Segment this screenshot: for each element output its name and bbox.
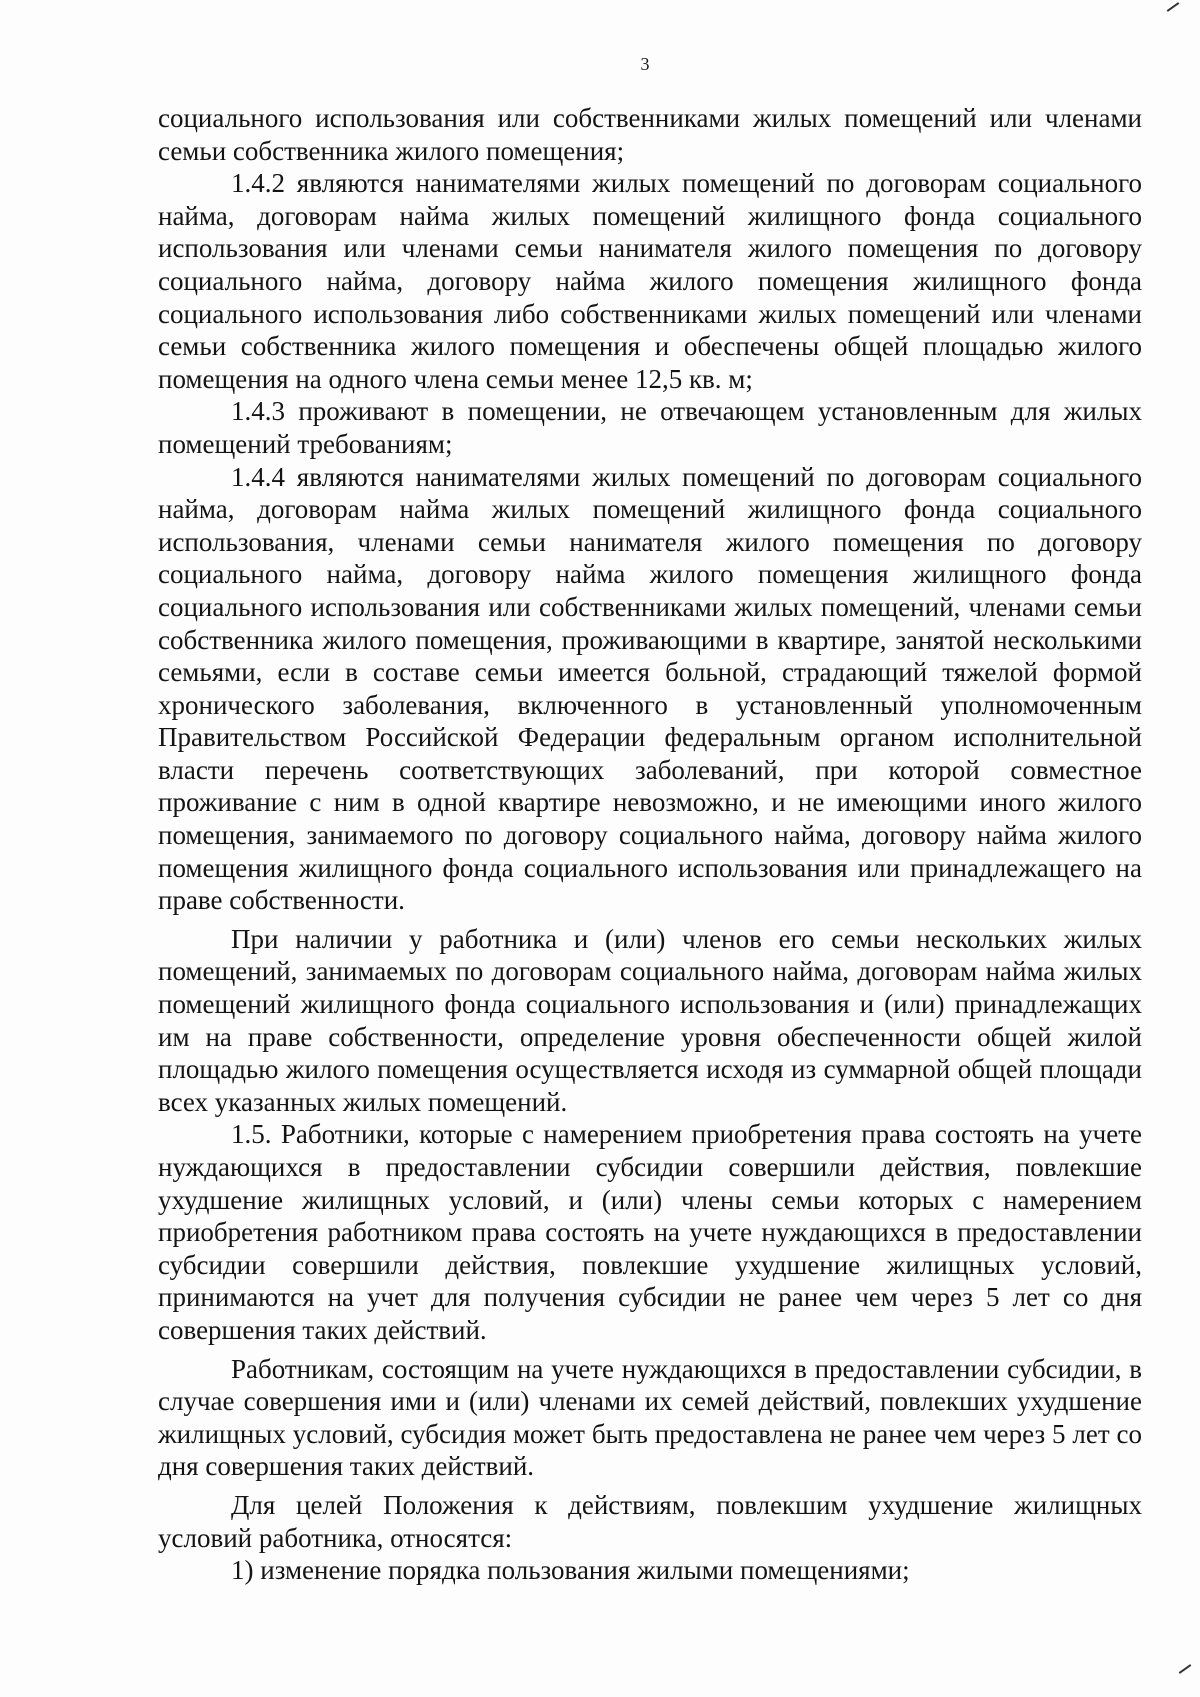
list-item-1: 1) изменение порядка пользования жилыми помещениями; bbox=[231, 1555, 910, 1586]
paragraph-registered-workers: Работникам, состоящим на учете нуждающихся в предоставлении субсидии, в случае совершения ими и (или) членами их семей действий, повлекших ухудшение жилищных условий, субсидия может быть предоставлена не ранее чем через 5 лет со дня совершения таких действий. bbox=[158, 1353, 1142, 1482]
page-number: 3 bbox=[640, 54, 650, 74]
scan-artifact-bottom-right bbox=[1179, 1664, 1192, 1674]
paragraph-1-4-2: 1.4.2 являются нанимателями жилых помещений по договорам социального найма, договорам найма жилых помещений жилищного фонда социального использования или членами семьи нанимателя жилого помещения по договору социального найма, договору найма жилого помещения жилищного фонда социального использования либо собственниками жилых помещений или членами семьи собственника жилого помещения и обеспечены общей площадью жилого помещения на одного члена семьи менее 12,5 кв. м; bbox=[158, 168, 1142, 394]
document-body bbox=[158, 102, 1142, 1587]
paragraph-worsening-actions-intro: Для целей Положения к действиям, повлекшим ухудшение жилищных условий работника, относятся: bbox=[158, 1489, 1142, 1553]
scan-artifact-top-right bbox=[1167, 2, 1180, 12]
paragraph-1-5: 1.5. Работники, которые с намерением приобретения права состоять на учете нуждающихся в предоставлении субсидии совершили действия, повлекшие ухудшение жилищных условий, и (или) члены семьи которых с намерением приобретения работником права состоять на учете нуждающихся в предоставлении субсидии совершили действия, повлекшие ухудшение жилищных условий, принимаются на учет для получения субсидии не ранее чем через 5 лет со дня совершения таких действий. bbox=[158, 1119, 1142, 1345]
paragraph-multiple-dwellings: При наличии у работника и (или) членов его семьи нескольких жилых помещений, занимаемых по договорам социального найма, договорам найма жилых помещений жилищного фонда социального использования и (или) принадлежащих им на праве собственности, определение уровня обеспеченности общей жилой площадью жилого помещения осуществляется исходя из суммарной общей площади всех указанных жилых помещений. bbox=[158, 923, 1142, 1117]
paragraph-1-4-1-continuation: социального использования или собственниками жилых помещений или членами семьи собственника жилого помещения; bbox=[158, 103, 1142, 166]
paragraph-1-4-3: 1.4.3 проживают в помещении, не отвечающем установленным для жилых помещений требованиям; bbox=[158, 396, 1142, 459]
paragraph-1-4-4: 1.4.4 являются нанимателями жилых помещений по договорам социального найма, договорам найма жилых помещений жилищного фонда социального использования, членами семьи нанимателя жилого помещения по договору социального найма, договору найма жилого помещения жилищного фонда социального использования или собственниками жилых помещений, членами семьи собственника жилого помещения, проживающими в квартире, занятой несколькими семьями, если в составе семьи имеется больной, страдающий тяжелой формой хронического заболевания, включенного в установленный уполномоченным Правительством Российской Федерации федеральным органом исполнительной власти перечень соответствующих заболеваний, при которой совместное проживание с ним в одной квартире невозможно, и не имеющими иного жилого помещения, занимаемого по договору социального найма, договору найма жилого помещения жилищного фонда социального использования или принадлежащего на праве собственности. bbox=[158, 461, 1142, 916]
